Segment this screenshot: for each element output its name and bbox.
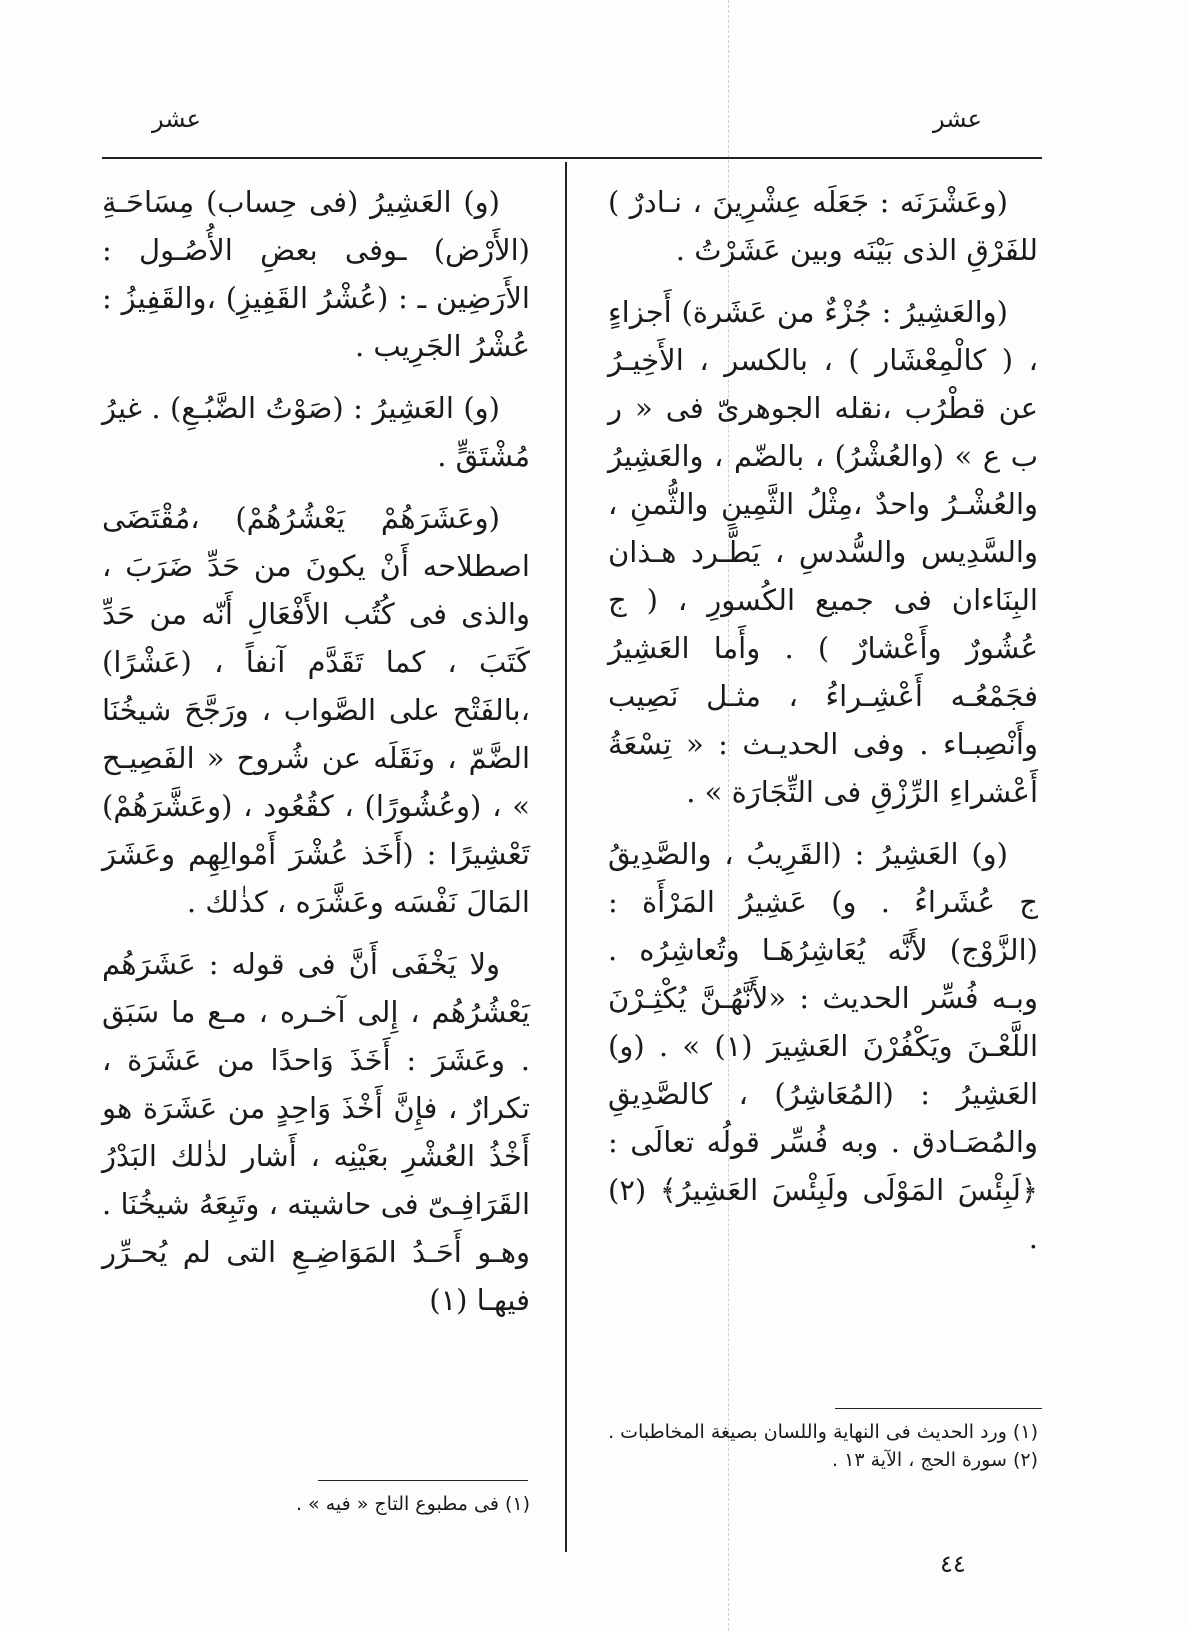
right-column-paragraph: (وعَشْرَنَه : جَعَلَه عِشْرِينَ ، نـادرٌ ) للفَرْقِ الذى بَيْنَه وبين عَشَرْتُ .: [608, 185, 1038, 267]
footnote-rule-right: [835, 1408, 1042, 1409]
footnote: (٢) سورة الحج ، الآية ١٣ .: [832, 1449, 1038, 1471]
page-number: ٤٤: [940, 1550, 966, 1578]
right-column-paragraph: (و) العَشِيرُ : (القَرِيبُ ، والصَّدِيقُ ج عُشَراءُ . و) عَشِيرُ المَرْأَة : (الزَّوْج) لأَنَّه يُعَاشِرُهَـا وتُعاشِرُه . وبـه فُسِّر الحديث : «لأَنَّهُـنَّ يُكْثِـرْنَ اللَّعْـنَ ويَكْفُرْنَ العَشِيرَ (١) » . (و) العَشِيرُ : (المُعَاشِرُ) ، كالصَّدِيقِ والمُصَـادق . وبه فُسِّر قولُه تعالَى : ﴿لَبِئْسَ المَوْلَى ولَبِئْسَ العَشِيرُ﴾ (٢) .: [608, 837, 1039, 1255]
left-column-paragraph: (و) العَشِيرُ (فى حِساب) مِسَاحَـةِ (الأَرْض) ـوفى بعضِ الأُصُـول : الأَرَضِين ـ : (عُشْرُ القَفِيزِ) ،والقَفِيزُ : عُشْرُ الجَرِيب .: [102, 185, 530, 363]
running-head-left: عشر: [152, 105, 201, 133]
left-column-paragraph: ولا يَخْفَى أَنَّ فى قوله : عَشَرَهُم يَعْشُرُهُم ، إِلى آخـره ، مـع ما سَبَق . وعَشَرَ : أَخَذَ وَاحدًا من عَشَرَة ، تكرارٌ ، فإِنَّ أَخْذَ وَاحِدٍ من عَشَرَة هو أَخْذُ العُشْرِ بعَيْنِه ، أَشار لذٰلك البَدْرُ القَرَافِـىّ فى حاشيته ، وتَبِعَهُ شيخُنَا . وهـو أَحَـدُ المَوَاضِـعِ التى لم يُحـرِّر فيهـا (١): [102, 947, 530, 1317]
left-column-paragraph: (وعَشَرَهُمْ يَعْشُرُهُمْ) ،مُقْتَضَى اصطلاحه أَنْ يكونَ من حَدِّ ضَرَبَ ، والذى فى كُتُب الأَفْعَالِ أَنّه من حَدِّ كَتَبَ ، كما تَقَدَّم آنفاً ، (عَشْرًا) ،بالفَتْح على الصَّواب ، ورَجَّحَ شيخُنَا الضَّمّ ، ونَقَلَه عن شُروح « الفَصِيـح » ، (وعُشُورًا) ، كقُعُود ، (وعَشَّرَهُمْ) تَعْشِيرًا : (أَخَذ عُشْرَ أَمْوالِهِم وعَشَرَ المَالَ نَفْسَه وعَشَّرَه ، كذٰلك .: [102, 501, 530, 919]
right-column-paragraph: (والعَشِيرُ : جُزْءٌ من عَشَرة) أَجزاءٍ ، ( كالْمِعْشَار ) ، بالكسر ، الأَخِيـرُ عن قطْرُب ،نقله الجوهرىّ فى « ر ب ع » (والعُشْرُ) ، بالضّم ، والعَشِيرُ والعُشْـرُ واحدٌ ،مِثْلُ الثَّمِينِ والثُّمنِ ، والسَّدِيس والسُّدسِ ، يَطَّـرد هـذان البِنَاءان فى جميع الكُسورِ ، ( ج عُشُورٌ وأَعْشارٌ ) . وأَما العَشِيرُ فجَمْعُـه أَعْشِـراءُ ، مثـل نَصِيب وأَنْصِبـاء . وفى الحديـث : « تِسْعَةُ أَعْشراءِ الرِّزْقِ فى التِّجَارَة » .: [608, 295, 1038, 809]
column-divider: [565, 162, 567, 1552]
header-rule: [102, 157, 1042, 159]
right-column: [608, 178, 1038, 1276]
left-column-paragraph: (و) العَشِيرُ : (صَوْتُ الضَّبُـعِ) . غيرُ مُشْتَقٍّ .: [102, 391, 530, 473]
footnotes-left: [102, 1490, 530, 1518]
footnote-rule-left: [318, 1480, 528, 1481]
footnote: (١) فى مطبوع التاج « فيه » .: [295, 1493, 530, 1515]
footnote: (١) ورد الحديث فى النهاية واللسان بصيغة المخاطبات .: [608, 1421, 1038, 1443]
left-column: [102, 178, 530, 1338]
running-head-right: عشر: [933, 105, 982, 133]
footnotes-right: [608, 1418, 1038, 1474]
